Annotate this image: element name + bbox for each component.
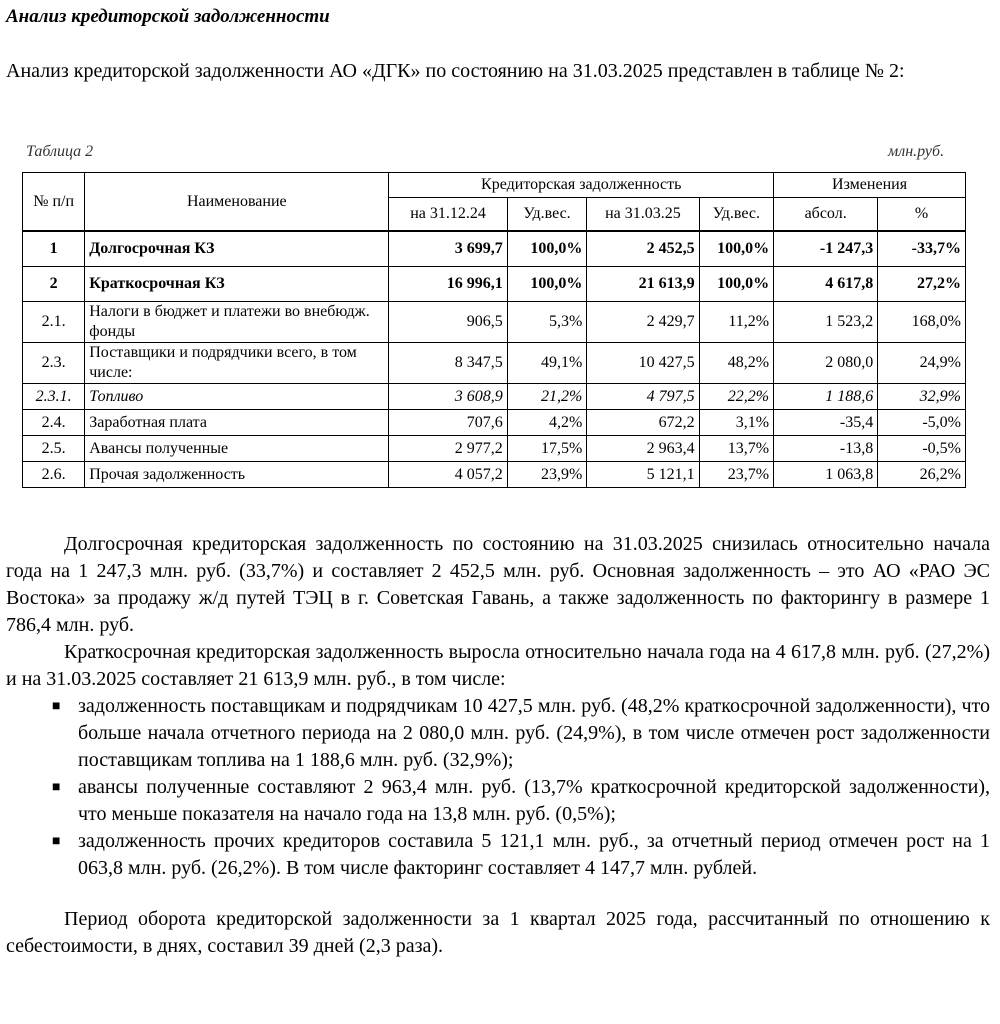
- table-row: [23, 231, 966, 267]
- row-change-pct: 168,0%: [878, 302, 966, 343]
- table-row: [23, 302, 966, 343]
- header-group-changes: Изменения: [774, 173, 966, 198]
- header-name: Наименование: [85, 173, 389, 232]
- row-value-end: 5 121,1: [587, 462, 699, 488]
- header-date-2: на 31.03.25: [587, 198, 699, 232]
- row-num: 2.3.: [23, 343, 85, 384]
- row-change-abs: -13,8: [774, 436, 878, 462]
- row-num: 2.1.: [23, 302, 85, 343]
- row-share-end: 3,1%: [699, 410, 774, 436]
- row-share-end: 13,7%: [699, 436, 774, 462]
- row-name: Долгосрочная КЗ: [85, 231, 389, 267]
- row-num: 2.5.: [23, 436, 85, 462]
- row-name: Краткосрочная КЗ: [85, 267, 389, 302]
- payables-table: [22, 172, 966, 488]
- row-name: Заработная плата: [85, 410, 389, 436]
- row-share-end: 100,0%: [699, 267, 774, 302]
- paragraph-turnover: Период оборота кредиторской задолженности за 1 квартал 2025 года, рассчитанный по отношению к себестоимости, в днях, составил 39 дней (2,3 раза).: [6, 908, 990, 957]
- table-row: [23, 436, 966, 462]
- row-change-abs: 4 617,8: [774, 267, 878, 302]
- section-heading: Анализ кредиторской задолженности: [6, 6, 330, 27]
- row-change-abs: -1 247,3: [774, 231, 878, 267]
- row-value-start: 4 057,2: [389, 462, 507, 488]
- row-share-start: 5,3%: [507, 302, 587, 343]
- row-share-start: 17,5%: [507, 436, 587, 462]
- row-value-end: 4 797,5: [587, 384, 699, 410]
- row-value-start: 8 347,5: [389, 343, 507, 384]
- list-item: [52, 828, 990, 882]
- row-share-start: 4,2%: [507, 410, 587, 436]
- list-item-text: задолженность поставщикам и подрядчикам 10 427,5 млн. руб. (48,2% краткосрочной задолженности), что больше начала отчетного периода на 2 080,0 млн. руб. (24,9%), в том числе отмечен рост задолженности поставщикам топлива на 1 188,6 млн. руб. (32,9%);: [78, 695, 990, 771]
- row-share-end: 100,0%: [699, 231, 774, 267]
- row-change-abs: 1 523,2: [774, 302, 878, 343]
- row-num: 1: [23, 231, 85, 267]
- row-share-start: 21,2%: [507, 384, 587, 410]
- bullet-icon: ■: [52, 780, 61, 795]
- row-share-end: 22,2%: [699, 384, 774, 410]
- table-row: [23, 410, 966, 436]
- table-units: млн.руб.: [888, 143, 945, 160]
- paragraph-longterm: Долгосрочная кредиторская задолженность по состоянию на 31.03.2025 снизилась относительно начала года на 1 247,3 млн. руб. (33,7%) и составляет 2 452,5 млн. руб. Основная задолженность – это АО «РАО ЭС Востока» за продажу ж/д путей ТЭЦ в г. Советская Гавань, а также задолженность по факторингу в размере 1 786,4 млн. руб.: [6, 533, 990, 636]
- row-num: 2.6.: [23, 462, 85, 488]
- row-name: Налоги в бюджет и платежи во внебюдж. фонды: [85, 302, 389, 343]
- row-share-start: 49,1%: [507, 343, 587, 384]
- list-item: [52, 693, 990, 774]
- header-date-1: на 31.12.24: [389, 198, 507, 232]
- row-share-end: 11,2%: [699, 302, 774, 343]
- row-num: 2.4.: [23, 410, 85, 436]
- table-row: [23, 384, 966, 410]
- row-change-pct: 32,9%: [878, 384, 966, 410]
- bullet-icon: ■: [52, 699, 61, 714]
- row-name: Авансы полученные: [85, 436, 389, 462]
- row-change-pct: 26,2%: [878, 462, 966, 488]
- row-share-start: 100,0%: [507, 231, 587, 267]
- analysis-text: [6, 531, 990, 960]
- row-change-pct: 24,9%: [878, 343, 966, 384]
- row-value-start: 707,6: [389, 410, 507, 436]
- row-share-end: 48,2%: [699, 343, 774, 384]
- row-value-start: 2 977,2: [389, 436, 507, 462]
- bullet-icon: ■: [52, 834, 61, 849]
- header-group-kz: Кредиторская задолженность: [389, 173, 774, 198]
- row-change-abs: 2 080,0: [774, 343, 878, 384]
- list-item-text: задолженность прочих кредиторов составила 5 121,1 млн. руб., за отчетный период отмечен рост на 1 063,8 млн. руб. (26,2%). В том числе факторинг составляет 4 147,7 млн. рублей.: [78, 830, 990, 879]
- header-share-1: Уд.вес.: [507, 198, 587, 232]
- row-change-pct: -5,0%: [878, 410, 966, 436]
- list-item: [52, 774, 990, 828]
- table-row: [23, 462, 966, 488]
- row-share-end: 23,7%: [699, 462, 774, 488]
- row-change-pct: -33,7%: [878, 231, 966, 267]
- table-caption: Таблица 2: [26, 143, 94, 160]
- list-item-text: авансы полученные составляют 2 963,4 млн. руб. (13,7% краткосрочной кредиторской задолженности), что меньше показателя на начало года на 13,8 млн. руб. (0,5%);: [78, 776, 990, 825]
- row-value-start: 16 996,1: [389, 267, 507, 302]
- header-share-2: Уд.вес.: [699, 198, 774, 232]
- row-share-start: 100,0%: [507, 267, 587, 302]
- row-name: Топливо: [85, 384, 389, 410]
- row-value-start: 3 699,7: [389, 231, 507, 267]
- row-value-end: 2 963,4: [587, 436, 699, 462]
- table-row: [23, 267, 966, 302]
- row-change-abs: -35,4: [774, 410, 878, 436]
- intro-paragraph: Анализ кредиторской задолженности АО «ДГК» по состоянию на 31.03.2025 представлен в таблице № 2:: [6, 60, 905, 82]
- bullet-list: [6, 693, 990, 882]
- row-value-start: 906,5: [389, 302, 507, 343]
- row-change-abs: 1 063,8: [774, 462, 878, 488]
- row-num: 2.3.1.: [23, 384, 85, 410]
- paragraph-shortterm: Краткосрочная кредиторская задолженность выросла относительно начала года на 4 617,8 млн. руб. (27,2%) и на 31.03.2025 составляет 21 613,9 млн. руб., в том числе:: [6, 641, 990, 690]
- table-row: [23, 343, 966, 384]
- row-name: Прочая задолженность: [85, 462, 389, 488]
- row-change-pct: 27,2%: [878, 267, 966, 302]
- row-value-end: 21 613,9: [587, 267, 699, 302]
- row-value-end: 2 429,7: [587, 302, 699, 343]
- row-value-end: 2 452,5: [587, 231, 699, 267]
- header-num: № п/п: [23, 173, 85, 232]
- row-name: Поставщики и подрядчики всего, в том числе:: [85, 343, 389, 384]
- row-share-start: 23,9%: [507, 462, 587, 488]
- header-pct: %: [878, 198, 966, 232]
- header-abs: абсол.: [774, 198, 878, 232]
- row-value-start: 3 608,9: [389, 384, 507, 410]
- row-num: 2: [23, 267, 85, 302]
- row-value-end: 672,2: [587, 410, 699, 436]
- row-value-end: 10 427,5: [587, 343, 699, 384]
- row-change-pct: -0,5%: [878, 436, 966, 462]
- row-change-abs: 1 188,6: [774, 384, 878, 410]
